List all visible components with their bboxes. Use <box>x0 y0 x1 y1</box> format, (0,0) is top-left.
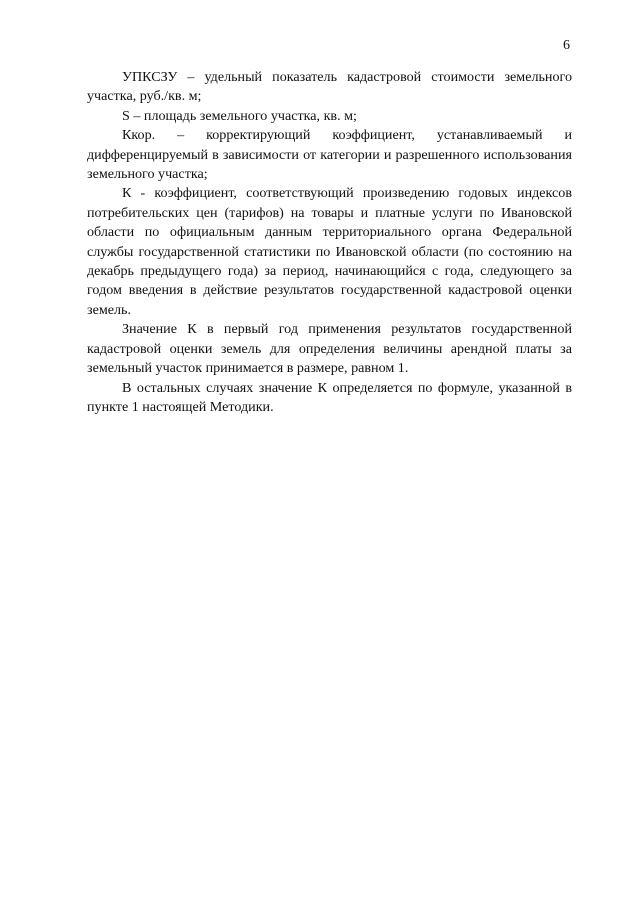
paragraph-upkszu-definition: УПКСЗУ – удельный показатель кадастровой стоимости земельного участка, руб./кв. м; <box>87 69 572 105</box>
paragraph-kkor-definition: Ккор. – корректирующий коэффициент, устанавливаемый и дифференцируемый в зависимости от категории и разрешенного использования земельного участка; <box>87 127 572 183</box>
paragraph-k-first-year: Значение К в первый год применения результатов государственной кадастровой оценки земель для определения величины арендной платы за земельный участок принимается в размере, равном 1. <box>87 321 572 377</box>
paragraph-k-other-cases: В остальных случаях значение К определяется по формуле, указанной в пункте 1 настоящей Методики. <box>87 379 572 415</box>
document-body <box>87 68 572 417</box>
paragraph-k-definition: К - коэффициент, соответствующий произведению годовых индексов потребительских цен (тарифов) на товары и платные услуги по Ивановской области по официальным данным территориального органа Федеральной службы государственной статистики по Ивановской области (по состоянию на декабрь предыдущего года) за период, начинающийся с года, следующего за годом введения в действие результатов государственной кадастровой оценки земель. <box>87 185 572 318</box>
paragraph-area-definition: S – площадь земельного участка, кв. м; <box>122 107 357 124</box>
page-number: 6 <box>563 38 570 53</box>
